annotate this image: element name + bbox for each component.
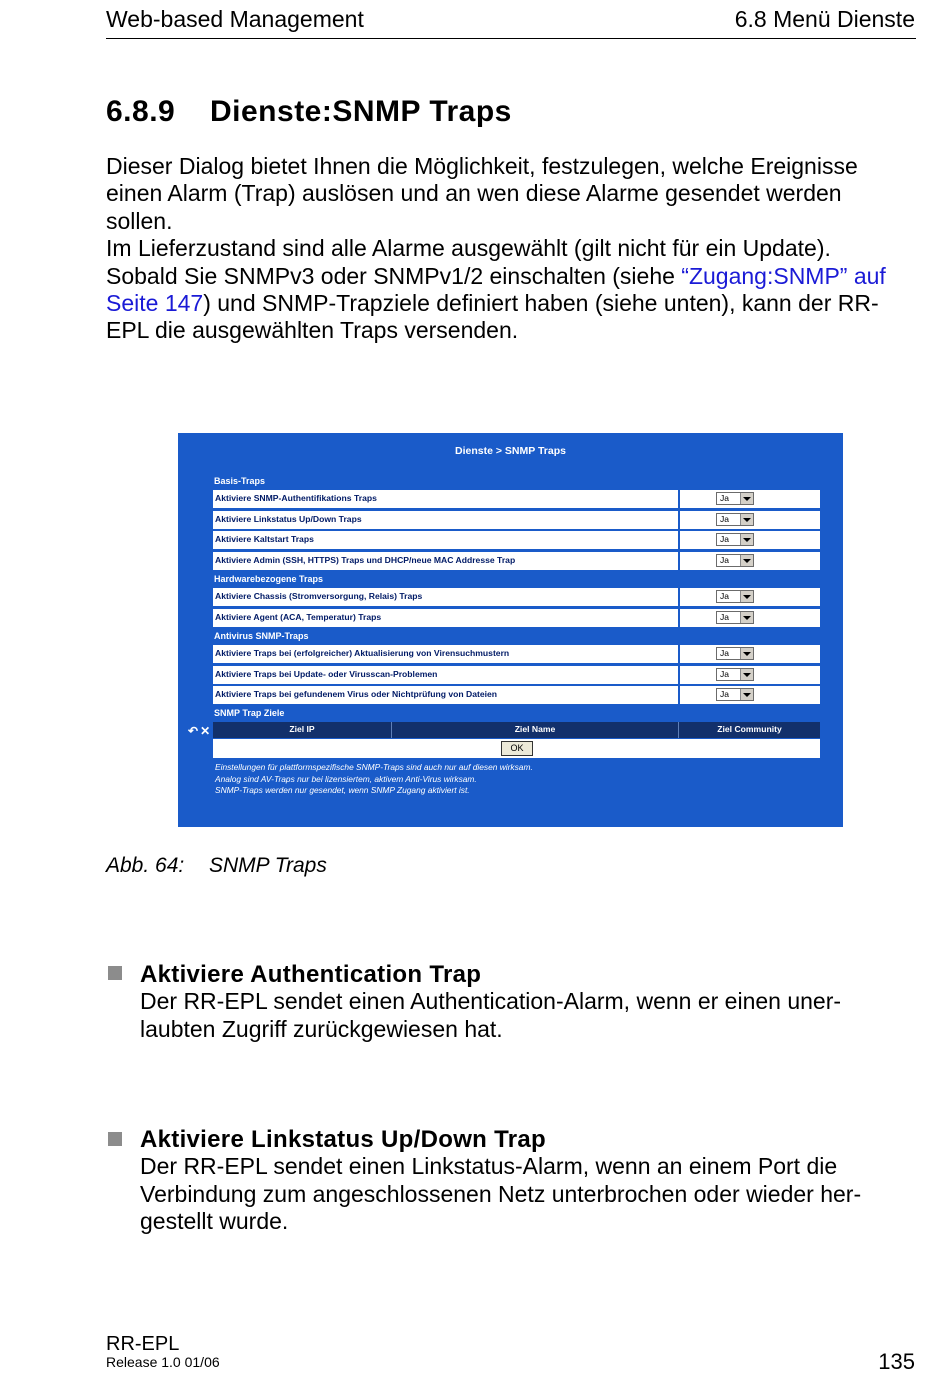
- panel-note: [215, 762, 533, 797]
- trap-select[interactable]: [716, 492, 754, 505]
- snmp-traps-screenshot: [178, 433, 843, 827]
- ok-button[interactable]: OK: [501, 741, 533, 756]
- trap-label: Aktiviere Kaltstart Traps: [215, 534, 314, 544]
- item-title: Aktiviere Authentication Trap: [140, 961, 482, 988]
- section-label-trap-targets: SNMP Trap Ziele: [214, 708, 285, 718]
- select-value: Ja: [720, 648, 729, 658]
- intro-text-span: Sobald Sie SNMPv3 oder SNMPv1/2 einschalten (siehe: [106, 262, 682, 289]
- chevron-down-icon[interactable]: [740, 669, 753, 680]
- intro-line: EPL die ausgewählten Traps versenden.: [106, 317, 519, 344]
- cross-reference-link-page[interactable]: Seite 147: [106, 290, 204, 317]
- intro-line: Im Lieferzustand sind alle Alarme ausgewählt (gilt nicht für ein Update).: [106, 235, 831, 262]
- select-value: Ja: [720, 669, 729, 679]
- trap-row: [213, 588, 820, 606]
- trap-target-table-header: [213, 722, 820, 738]
- figure-number: Abb. 64:: [106, 854, 185, 877]
- ok-row: [213, 739, 820, 758]
- trap-label: Aktiviere SNMP-Authentifikations Traps: [215, 493, 377, 503]
- trap-select[interactable]: [716, 688, 754, 701]
- section-number: 6.8.9: [106, 95, 176, 128]
- select-value: Ja: [720, 555, 729, 565]
- chevron-down-icon[interactable]: [740, 591, 753, 602]
- trap-select[interactable]: [716, 533, 754, 546]
- intro-text: [106, 153, 921, 345]
- chevron-down-icon[interactable]: [740, 534, 753, 545]
- trap-row: [213, 609, 820, 627]
- trap-label: Aktiviere Chassis (Stromversorgung, Relais) Traps: [215, 591, 423, 601]
- list-item: [140, 1126, 920, 1236]
- trap-row: [213, 531, 820, 549]
- chevron-down-icon[interactable]: [740, 555, 753, 566]
- bullet-square-icon: [108, 966, 122, 980]
- section-title: Dienste:SNMP Traps: [210, 95, 512, 128]
- section-label-basis-traps: Basis-Traps: [214, 476, 266, 486]
- trap-row: [213, 686, 820, 704]
- trap-label: Aktiviere Traps bei gefundenem Virus oder Nichtprüfung von Dateien: [215, 689, 498, 699]
- trap-label: Aktiviere Agent (ACA, Temperatur) Traps: [215, 612, 382, 622]
- footer-release: Release 1.0 01/06: [106, 1354, 220, 1370]
- intro-line: Dieser Dialog bietet Ihnen die Möglichkeit, festzulegen, welche Ereignisse: [106, 153, 858, 179]
- item-text: laubten Zugriff zurückgewiesen hat.: [140, 1015, 503, 1042]
- panel-title: Dienste > SNMP Traps: [455, 445, 566, 457]
- trap-row: [213, 645, 820, 663]
- cross-reference-link[interactable]: “Zugang:SNMP” auf: [681, 262, 886, 289]
- intro-line: [106, 290, 921, 317]
- select-value: Ja: [720, 689, 729, 699]
- section-label-antivirus-traps: Antivirus SNMP-Traps: [214, 631, 309, 641]
- intro-line: sollen.: [106, 207, 173, 234]
- page-header-left: Web-based Management: [106, 6, 364, 32]
- trap-row: [213, 490, 820, 508]
- item-text: Der RR-EPL sendet einen Authentication-Alarm, wenn er einen uner-: [140, 988, 842, 1015]
- list-item: [140, 961, 920, 1043]
- section-heading: [106, 95, 512, 129]
- trap-select[interactable]: [716, 668, 754, 681]
- trap-select[interactable]: [716, 554, 754, 567]
- intro-line: [106, 263, 921, 290]
- trap-label: Aktiviere Admin (SSH, HTTPS) Traps und DHCP/neue MAC Addresse Trap: [215, 555, 516, 565]
- note-line: Einstellungen für plattformspezifische SNMP-Traps sind auch nur auf diesen wirksam.: [215, 762, 533, 772]
- chevron-down-icon[interactable]: [740, 689, 753, 700]
- column-header-ziel-community: Ziel Community: [717, 724, 782, 734]
- footer-product: RR-EPL: [106, 1333, 180, 1355]
- header-rule: [106, 38, 916, 39]
- trap-select[interactable]: [716, 590, 754, 603]
- trap-select[interactable]: [716, 513, 754, 526]
- note-line: Analog sind AV-Traps nur bei lizensiertem, aktivem Anti-Virus wirksam.: [215, 773, 477, 784]
- intro-line: einen Alarm (Trap) auslösen und an wen diese Alarme gesendet werden: [106, 180, 842, 207]
- page-header-right: 6.8 Menü Dienste: [734, 6, 915, 32]
- intro-text-span: ) und SNMP-Trapziele definiert haben (siehe unten), kann der RR-: [203, 290, 879, 317]
- chevron-down-icon[interactable]: [740, 612, 753, 623]
- chevron-down-icon[interactable]: [740, 514, 753, 525]
- item-text: Verbindung zum angeschlossenen Netz unterbrochen oder wieder her-: [140, 1180, 862, 1207]
- trap-select[interactable]: [716, 611, 754, 624]
- chevron-down-icon[interactable]: [740, 648, 753, 659]
- delete-icon[interactable]: ✕: [200, 724, 211, 738]
- figure-title: SNMP Traps: [209, 854, 327, 877]
- trap-label: Aktiviere Traps bei (erfolgreicher) Aktualisierung von Virensuchmustern: [215, 648, 510, 658]
- trap-row: [213, 511, 820, 529]
- chevron-down-icon[interactable]: [740, 493, 753, 504]
- item-text: gestellt wurde.: [140, 1208, 289, 1235]
- row-actions: [188, 724, 212, 738]
- select-value: Ja: [720, 534, 729, 544]
- select-value: Ja: [720, 514, 729, 524]
- select-value: Ja: [720, 493, 729, 503]
- select-value: Ja: [720, 612, 729, 622]
- figure-caption: [106, 854, 327, 878]
- note-line: SNMP-Traps werden nur gesendet, wenn SNMP Zugang aktiviert ist.: [215, 785, 470, 795]
- undo-icon[interactable]: ↶: [188, 724, 199, 738]
- column-header-ziel-name: Ziel Name: [514, 724, 556, 734]
- bullet-square-icon: [108, 1132, 122, 1146]
- trap-row: [213, 666, 820, 684]
- item-text: Der RR-EPL sendet einen Linkstatus-Alarm, wenn an einem Port die: [140, 1153, 838, 1180]
- select-value: Ja: [720, 591, 729, 601]
- section-label-hardware-traps: Hardwarebezogene Traps: [214, 574, 324, 584]
- page-number: 135: [878, 1349, 915, 1374]
- column-header-ziel-ip: Ziel IP: [289, 724, 315, 734]
- trap-label: Aktiviere Traps bei Update- oder Virusscan-Problemen: [215, 669, 438, 679]
- trap-label: Aktiviere Linkstatus Up/Down Traps: [215, 514, 362, 524]
- item-title: Aktiviere Linkstatus Up/Down Trap: [140, 1126, 546, 1153]
- trap-row: [213, 552, 820, 570]
- trap-select[interactable]: [716, 647, 754, 660]
